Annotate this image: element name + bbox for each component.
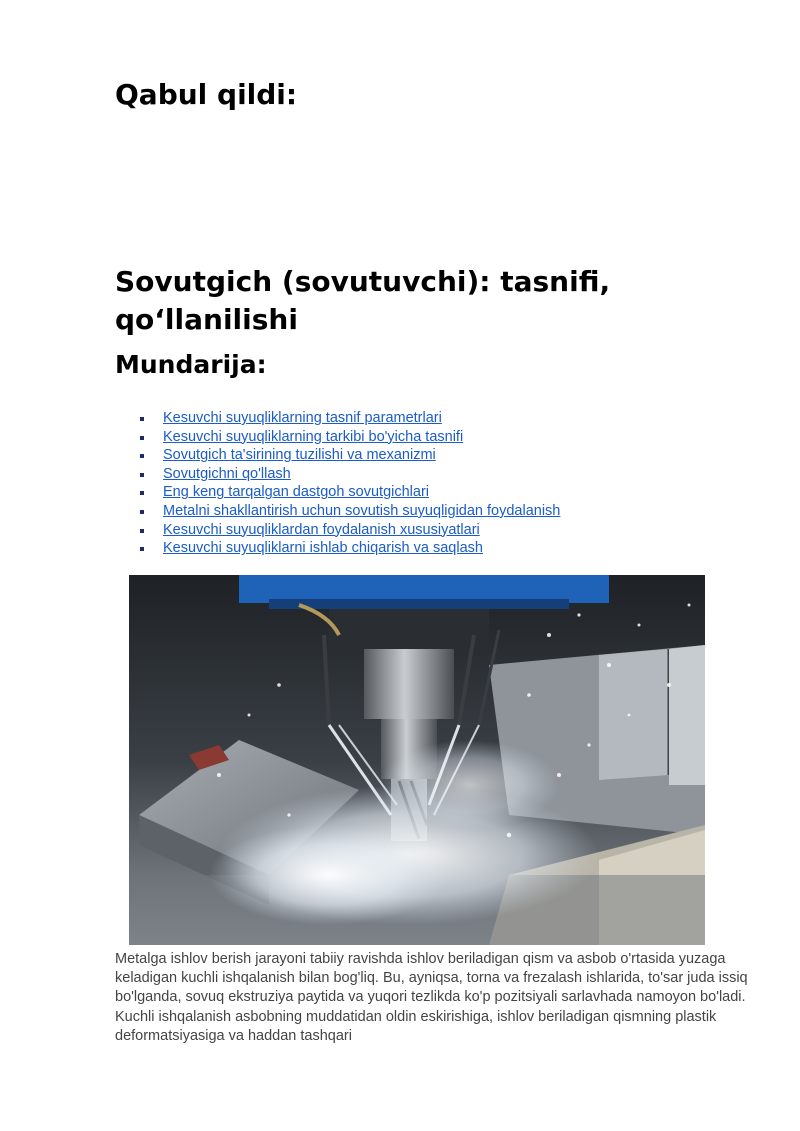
toc-link[interactable]: Sovutgichni qo'llash <box>163 465 291 482</box>
toc-item <box>137 483 560 502</box>
bullet-icon <box>140 547 144 551</box>
table-of-contents <box>137 409 560 558</box>
toc-link[interactable]: Kesuvchi suyuqliklarning tasnif parametrlari <box>163 410 442 426</box>
toc-item <box>137 521 560 540</box>
bullet-icon <box>140 417 144 421</box>
accepted-by-heading: Qabul qildi: <box>115 78 298 111</box>
toc-link[interactable]: Kesuvchi suyuqliklarni ishlab chiqarish va saqlash <box>163 540 483 557</box>
toc-item <box>137 539 560 558</box>
bullet-icon <box>140 473 144 477</box>
toc-item <box>137 446 560 465</box>
cnc-coolant-illustration <box>129 575 705 945</box>
toc-link[interactable]: Eng keng tarqalgan dastgoh sovutgichlari <box>163 484 430 501</box>
toc-item <box>137 409 560 428</box>
toc-item <box>137 428 560 447</box>
bullet-icon <box>140 510 144 514</box>
bullet-icon <box>140 491 144 495</box>
toc-heading: Mundarija: <box>115 350 267 379</box>
article-title: Sovutgich (sovutuvchi): tasnifi, qo‘llanilishi <box>115 265 611 336</box>
toc-item <box>137 502 560 521</box>
bullet-icon <box>140 454 144 458</box>
cnc-coolant-photo <box>129 575 705 945</box>
bullet-icon <box>140 529 144 533</box>
toc-link[interactable]: Metalni shakllantirish uchun sovutish suyuqligidan foydalanish <box>163 502 561 519</box>
bullet-icon <box>140 436 144 440</box>
toc-item <box>137 465 560 484</box>
toc-link[interactable]: Sovutgich ta'sirining tuzilishi va mexanizmi <box>163 447 436 464</box>
toc-link[interactable]: Kesuvchi suyuqliklardan foydalanish xususiyatlari <box>163 521 480 538</box>
toc-link[interactable]: Kesuvchi suyuqliklarning tarkibi bo'yicha tasnifi <box>163 428 464 445</box>
intro-paragraph: Metalga ishlov berish jarayoni tabiiy ravishda ishlov beriladigan qism va asbob o'rtasida yuzaga keladigan kuchli ishqalanish bilan bog'liq. Bu, ayniqsa, torna va frezalash ishlarida, to'sar juda issiq bo'lganda, sovuq ekstruziya paytida va yuqori tezlikda ko'p pozitsiyali sarlavhada namoyon bo'ladi. Kuchli ishqalanish asbobning muddatidan oldin eskirishiga, ishlov beriladigan qismning plastik deformatsiyasiga va haddan tashqari <box>115 951 748 1044</box>
